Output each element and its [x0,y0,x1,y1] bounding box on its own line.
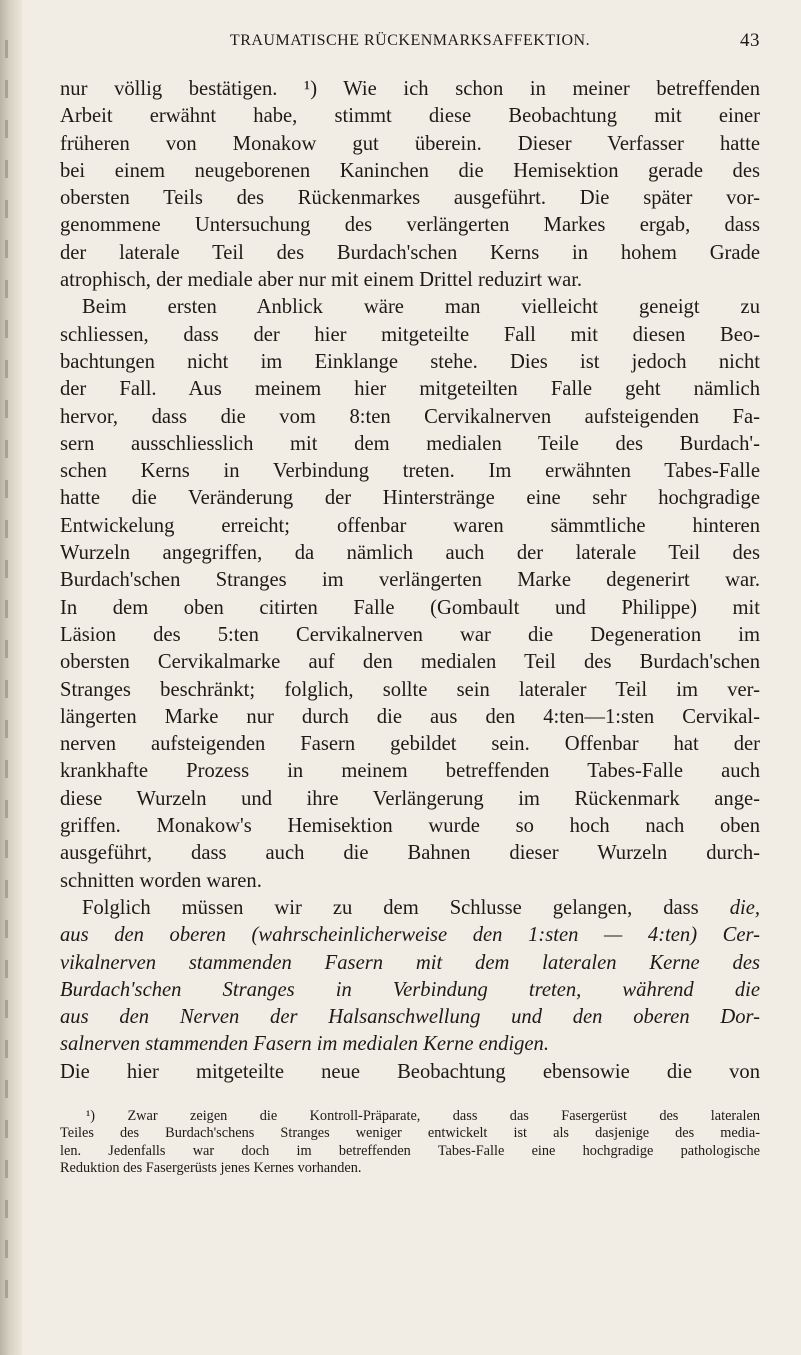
text-line: hatte die Veränderung der Hinterstränge eine sehr hochgradige [60,487,760,510]
text-line: sern ausschliesslich mit dem medialen Teile des Burdach'- [60,432,760,455]
text-line: diese Wurzeln und ihre Verlängerung im Rückenmark ange- [60,787,760,810]
text-line: früheren von Monakow gut überein. Dieser Verfasser hatte [60,132,760,155]
footnote-line: ¹) Zwar zeigen die Kontroll-Präparate, dass das Fasergerüst des lateralen [86,1107,760,1124]
footnote-line: Reduktion des Fasergerüsts jenes Kernes vorhanden. [60,1160,362,1177]
text-line: bei einem neugeborenen Kaninchen die Hemisektion gerade des [60,159,760,182]
text-line: Entwickelung erreicht; offenbar waren sämmtliche hinteren [60,514,760,537]
book-binding-edge [0,0,22,1355]
italic-text-line: vikalnerven stammenden Fasern mit dem lateralen Kerne des [60,951,760,974]
italic-text-line: salnerven stammenden Fasern im medialen Kerne endigen. [60,1033,549,1056]
text-line: atrophisch, der mediale aber nur mit einem Drittel reduzirt war. [60,269,583,292]
text-line: schnitten worden waren. [60,869,262,892]
footnote-line: Teiles des Burdach'schens Stranges weniger entwickelt ist als dasjenige des media- [60,1125,760,1142]
text-line: Die hier mitgeteilte neue Beobachtung ebensowie die von [60,1060,760,1083]
running-title: TRAUMATISCHE RÜCKENMARKSAFFEKTION. [229,32,591,49]
italic-text-line: aus den oberen (wahrscheinlicherweise den 1:sten — 4:ten) Cer- [60,924,760,947]
text-line: Läsion des 5:ten Cervikalnerven war die Degeneration im [60,623,760,646]
body-text [60,76,760,1086]
text-line: krankhafte Prozess in meinem betreffenden Tabes-Falle auch [60,760,760,783]
text-line: der Fall. Aus meinem hier mitgeteilten Falle geht nämlich [60,378,760,401]
text-line: Beim ersten Anblick wäre man vielleicht geneigt zu [82,296,760,319]
text-line: längerten Marke nur durch die aus den 4:ten—1:sten Cervikal- [60,705,760,728]
text-line: ausgeführt, dass auch die Bahnen dieser Wurzeln durch- [60,842,760,865]
binding-stitching [5,40,8,1300]
text-line: nur völlig bestätigen. ¹) Wie ich schon in meiner betreffenden [60,78,760,100]
page-number: 43 [740,30,760,51]
text-line: schen Kerns in Verbindung treten. Im erwähnten Tabes-Falle [60,460,760,483]
text-line: griffen. Monakow's Hemisektion wurde so hoch nach oben [60,815,760,838]
text-line: nerven aufsteigenden Fasern gebildet sein. Offenbar hat der [60,733,760,756]
text-line: genommene Untersuchung des verlängerten Markes ergab, dass [60,214,760,237]
text-line: der laterale Teil des Burdach'schen Kerns in hohem Grade [60,241,760,264]
italic-text-segment: die, [729,896,760,919]
text-line: Wurzeln angegriffen, da nämlich auch der laterale Teil des [60,542,760,565]
text-line: bachtungen nicht im Einklange stehe. Dies ist jedoch nicht [60,350,760,373]
text-line: schliessen, dass der hier mitgeteilte Fall mit diesen Beo- [60,323,760,346]
text-line: In dem oben citirten Falle (Gombault und Philippe) mit [60,596,760,619]
italic-text-line: Burdach'schen Stranges in Verbindung treten, während die [60,978,760,1001]
text-line: Burdach'schen Stranges im verlängerten Marke degenerirt war. [60,569,760,592]
text-line [60,895,760,922]
text-line: obersten Teils des Rückenmarkes ausgeführt. Die später vor- [60,187,760,210]
text-line: obersten Cervikalmarke auf den medialen Teil des Burdach'schen [60,651,760,674]
text-line: Arbeit erwähnt habe, stimmt diese Beobachtung mit einer [60,105,760,128]
text-segment: Folglich müssen wir zu dem Schlusse gelangen, dass [82,896,699,919]
running-head [60,30,760,56]
footnote-line: len. Jedenfalls war doch im betreffenden Tabes-Falle eine hochgradige pathologische [60,1142,760,1159]
footnote [60,1108,760,1178]
italic-text-line: aus den Nerven der Halsanschwellung und den oberen Dor- [60,1006,760,1029]
text-line: Stranges beschränkt; folglich, sollte sein lateraler Teil im ver- [60,678,760,701]
text-line: hervor, dass die vom 8:ten Cervikalnerven aufsteigenden Fa- [60,405,760,428]
book-page [60,30,760,1178]
